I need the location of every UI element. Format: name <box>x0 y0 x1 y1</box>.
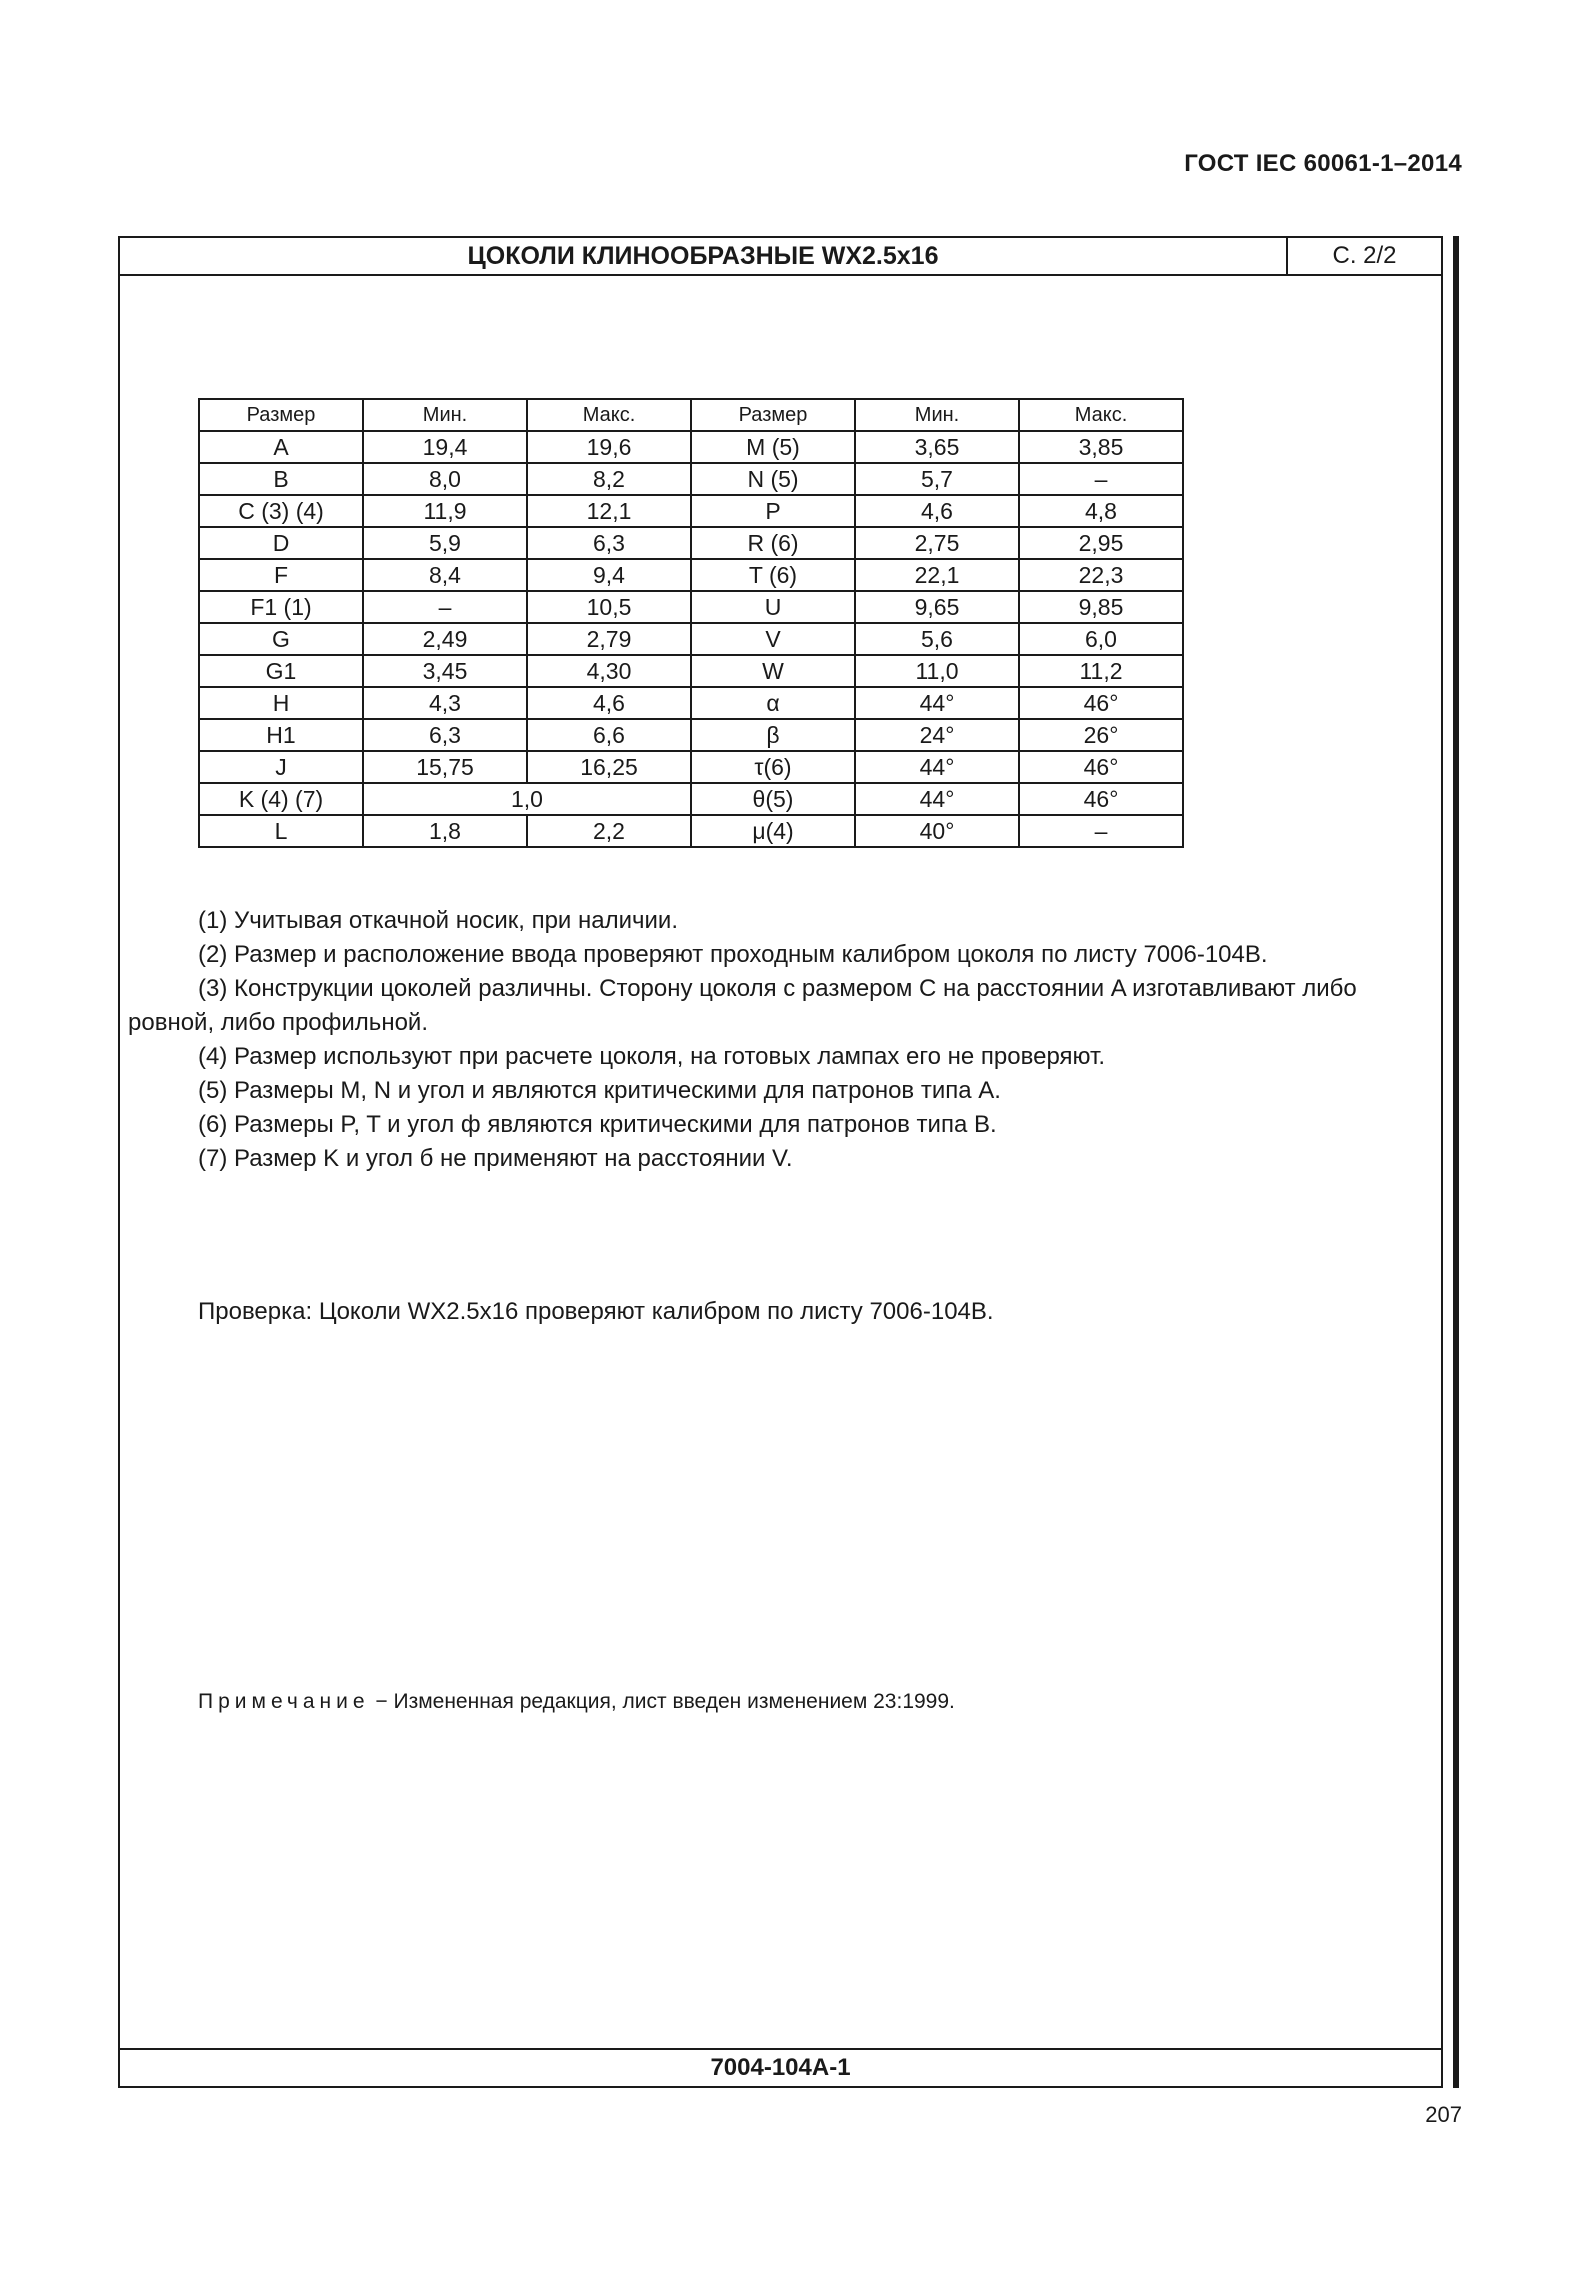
table-cell: 6,3 <box>527 527 691 559</box>
table-cell: 46° <box>1019 687 1183 719</box>
table-cell: V <box>691 623 855 655</box>
sheet-footer <box>120 2048 1441 2086</box>
table-row <box>199 527 1183 559</box>
table-cell: B <box>199 463 363 495</box>
table-cell: 2,95 <box>1019 527 1183 559</box>
table-cell: 6,3 <box>363 719 527 751</box>
remark <box>198 1690 955 1714</box>
table-cell: 11,9 <box>363 495 527 527</box>
table-cell: T (6) <box>691 559 855 591</box>
table-row <box>199 815 1183 847</box>
table-cell: 1,8 <box>363 815 527 847</box>
sheet-title-row <box>120 238 1441 276</box>
standard-sheet <box>118 236 1443 2088</box>
table-row <box>199 623 1183 655</box>
table-cell: 3,45 <box>363 655 527 687</box>
table-cell: 4,6 <box>527 687 691 719</box>
table-cell: W <box>691 655 855 687</box>
table-cell: 44° <box>855 751 1019 783</box>
table-row <box>199 751 1183 783</box>
table-cell: 8,4 <box>363 559 527 591</box>
table-row <box>199 719 1183 751</box>
table-cell: 9,65 <box>855 591 1019 623</box>
table-cell: H1 <box>199 719 363 751</box>
footnote: (4) Размер используют при расчете цоколя, на готовых лампах его не проверяют. <box>198 1043 1105 1070</box>
table-cell: 9,4 <box>527 559 691 591</box>
table-cell: M (5) <box>691 431 855 463</box>
table-cell: R (6) <box>691 527 855 559</box>
footnote: (2) Размер и расположение ввода проверяют проходным калибром цоколя по листу 7006-104B. <box>198 941 1268 968</box>
footnote: (7) Размер K и угол б не применяют на расстоянии V. <box>198 1145 793 1172</box>
table-cell: 12,1 <box>527 495 691 527</box>
table-cell: U <box>691 591 855 623</box>
table-cell: 19,4 <box>363 431 527 463</box>
table-cell: 11,0 <box>855 655 1019 687</box>
header-min-1: Мин. <box>363 399 527 431</box>
table-cell: θ(5) <box>691 783 855 815</box>
table-cell: – <box>1019 815 1183 847</box>
table-cell: 9,85 <box>1019 591 1183 623</box>
footnote: (5) Размеры M, N и угол и являются критическими для патронов типа A. <box>198 1077 1001 1104</box>
table-cell: 5,7 <box>855 463 1019 495</box>
table-cell: μ(4) <box>691 815 855 847</box>
table-cell: 16,25 <box>527 751 691 783</box>
table-cell: 44° <box>855 687 1019 719</box>
table-cell: 22,1 <box>855 559 1019 591</box>
table-cell: 2,49 <box>363 623 527 655</box>
table-cell: N (5) <box>691 463 855 495</box>
table-row <box>199 687 1183 719</box>
footnote: (3) Конструкции цоколей различны. Сторону цоколя с размером C на расстоянии A изготавливают либо ровной, либо профильной. <box>128 975 1357 1036</box>
table-cell: 46° <box>1019 783 1183 815</box>
table-row <box>199 431 1183 463</box>
table-cell: α <box>691 687 855 719</box>
table-cell: 8,2 <box>527 463 691 495</box>
table-cell: C (3) (4) <box>199 495 363 527</box>
table-cell: 24° <box>855 719 1019 751</box>
standard-designation: ГОСТ IEC 60061-1–2014 <box>1184 150 1462 177</box>
table-cell: K (4) (7) <box>199 783 363 815</box>
sheet-code: 7004-104A-1 <box>710 2054 851 2081</box>
table-cell: 11,2 <box>1019 655 1183 687</box>
footnote: (1) Учитывая откачной носик, при наличии. <box>198 907 678 934</box>
table-cell: 3,85 <box>1019 431 1183 463</box>
header-max-1: Макс. <box>527 399 691 431</box>
table-row <box>199 783 1183 815</box>
table-cell: – <box>363 591 527 623</box>
table-cell: J <box>199 751 363 783</box>
dimensions-table <box>198 398 1184 848</box>
table-row <box>199 655 1183 687</box>
table-header-row <box>199 399 1183 431</box>
table-cell: F1 (1) <box>199 591 363 623</box>
table-cell: 4,3 <box>363 687 527 719</box>
dimensions-table-body <box>199 431 1183 847</box>
table-cell: 1,0 <box>363 783 691 815</box>
sheet-frame-shadow <box>1453 236 1459 2088</box>
table-cell: G <box>199 623 363 655</box>
table-cell: G1 <box>199 655 363 687</box>
table-cell: 44° <box>855 783 1019 815</box>
header-min-2: Мин. <box>855 399 1019 431</box>
page-number: 207 <box>1425 2102 1462 2127</box>
table-cell: 5,9 <box>363 527 527 559</box>
table-cell: τ(6) <box>691 751 855 783</box>
table-cell: A <box>199 431 363 463</box>
header-size-1: Размер <box>199 399 363 431</box>
table-cell: 19,6 <box>527 431 691 463</box>
table-cell: β <box>691 719 855 751</box>
table-cell: L <box>199 815 363 847</box>
table-cell: 3,65 <box>855 431 1019 463</box>
remark-label: Примечание <box>198 1690 370 1713</box>
table-cell: D <box>199 527 363 559</box>
table-cell: 40° <box>855 815 1019 847</box>
table-cell: – <box>1019 463 1183 495</box>
table-row <box>199 591 1183 623</box>
table-cell: 2,2 <box>527 815 691 847</box>
table-cell: 46° <box>1019 751 1183 783</box>
table-cell: 4,30 <box>527 655 691 687</box>
table-cell: 15,75 <box>363 751 527 783</box>
table-cell: 4,8 <box>1019 495 1183 527</box>
table-cell: 22,3 <box>1019 559 1183 591</box>
table-cell: F <box>199 559 363 591</box>
table-cell: 10,5 <box>527 591 691 623</box>
table-cell: 5,6 <box>855 623 1019 655</box>
check-statement: Проверка: Цоколи WX2.5x16 проверяют калибром по листу 7006-104B. <box>198 1298 994 1325</box>
table-cell: P <box>691 495 855 527</box>
table-cell: 6,6 <box>527 719 691 751</box>
table-cell: 4,6 <box>855 495 1019 527</box>
table-row <box>199 463 1183 495</box>
table-cell: 2,79 <box>527 623 691 655</box>
table-row <box>199 495 1183 527</box>
table-cell: 6,0 <box>1019 623 1183 655</box>
remark-text: − Измененная редакция, лист введен изменением 23:1999. <box>369 1690 955 1713</box>
table-cell: 2,75 <box>855 527 1019 559</box>
header-max-2: Макс. <box>1019 399 1183 431</box>
sheet-title: ЦОКОЛИ КЛИНООБРАЗНЫЕ WX2.5x16 <box>120 238 1288 274</box>
footnote: (6) Размеры P, T и угол ф являются критическими для патронов типа B. <box>198 1111 997 1138</box>
footnotes <box>128 904 1438 1176</box>
table-cell: 26° <box>1019 719 1183 751</box>
header-size-2: Размер <box>691 399 855 431</box>
table-row <box>199 559 1183 591</box>
table-cell: H <box>199 687 363 719</box>
sheet-page-indicator: С. 2/2 <box>1332 242 1397 269</box>
table-cell: 8,0 <box>363 463 527 495</box>
